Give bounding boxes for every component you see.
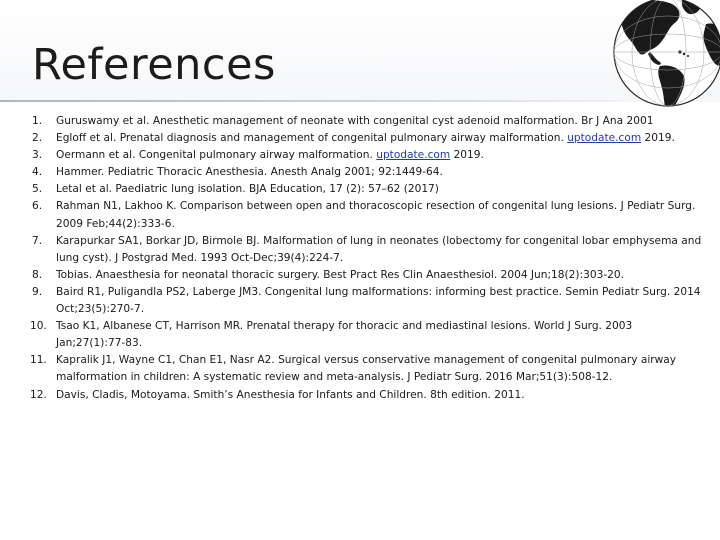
reference-item [32, 198, 704, 232]
title-divider [0, 100, 650, 102]
reference-number: 6. [32, 200, 43, 213]
reference-text: Oermann et al. Congenital pulmonary airway malformation. [56, 149, 377, 162]
reference-item [32, 352, 704, 386]
reference-text: Egloff et al. Prenatal diagnosis and management of congenital pulmonary airway malformation. [56, 132, 568, 145]
reference-text: Davis, Cladis, Motoyama. Smith’s Anesthesia for Infants and Children. 8th edition. 2011. [56, 388, 525, 401]
globe-icon [598, 0, 720, 118]
reference-number: 12. [30, 388, 47, 401]
reference-text-after-link: 2019. [641, 132, 675, 145]
reference-text: Guruswamy et al. Anesthetic management of neonate with congenital cyst adenoid malformation. Br J Ana 2001 [56, 115, 654, 127]
reference-item [32, 181, 704, 198]
reference-link[interactable]: uptodate.com [376, 149, 451, 162]
reference-text: Letal et al. Paediatric lung isolation. BJA Education, 17 (2): 57–62 (2017) [56, 183, 439, 196]
reference-number: 7. [32, 234, 43, 247]
reference-text: Tobias. Anaesthesia for neonatal thoracic surgery. Best Pract Res Clin Anaesthesiol. 2004 Jun;18(2):303-20. [56, 268, 624, 281]
reference-number: 4. [32, 166, 43, 179]
reference-item [32, 113, 704, 130]
reference-text: Hammer. Pediatric Thoracic Anesthesia. Anesth Analg 2001; 92:1449-64. [56, 166, 443, 179]
reference-item [32, 147, 704, 164]
reference-number: 5. [32, 183, 43, 196]
reference-number: 9. [32, 285, 43, 298]
reference-number: 11. [30, 354, 47, 367]
reference-text: Rahman N1, Lakhoo K. Comparison between open and thoracoscopic resection of congenital lung lesions. J Pediatr Surg. 2009 Feb;44(2):333-6. [56, 200, 696, 230]
reference-text: Karapurkar SA1, Borkar JD, Birmole BJ. Malformation of lung in neonates (lobectomy for congenital lobar emphysema and lung cyst). J Postgrad Med. 1993 Oct-Dec;39(4):224-7. [56, 234, 702, 264]
reference-number: 8. [32, 268, 43, 281]
reference-text-after-link: 2019. [450, 149, 484, 162]
reference-text: Baird R1, Puligandla PS2, Laberge JM3. Congenital lung malformations: informing best practice. Semin Pediatr Surg. 2014 Oct;23(5):270-7. [56, 285, 701, 316]
reference-text: Tsao K1, Albanese CT, Harrison MR. Prenatal therapy for thoracic and mediastinal lesions. World J Surg. 2003 Jan;27(1):77-83. [56, 320, 633, 350]
reference-text: Kapralik J1, Wayne C1, Chan E1, Nasr A2. Surgical versus conservative management of congenital pulmonary airway malformation in children: A systematic review and meta-analysis. J Pediatr Surg. 2016 Mar;51(3):508-12. [56, 354, 677, 384]
reference-item [32, 284, 704, 318]
reference-number: 3. [32, 149, 43, 162]
reference-link[interactable]: uptodate.com [567, 132, 642, 145]
reference-item [32, 318, 704, 352]
reference-item [32, 164, 704, 181]
reference-item [32, 233, 704, 267]
reference-number: 1. [32, 115, 43, 127]
reference-number: 10. [30, 320, 47, 333]
page-title: References [32, 40, 276, 90]
reference-number: 2. [32, 132, 43, 145]
references-list [32, 113, 704, 404]
reference-item [32, 267, 704, 284]
reference-item [32, 130, 704, 147]
reference-item [32, 387, 704, 404]
